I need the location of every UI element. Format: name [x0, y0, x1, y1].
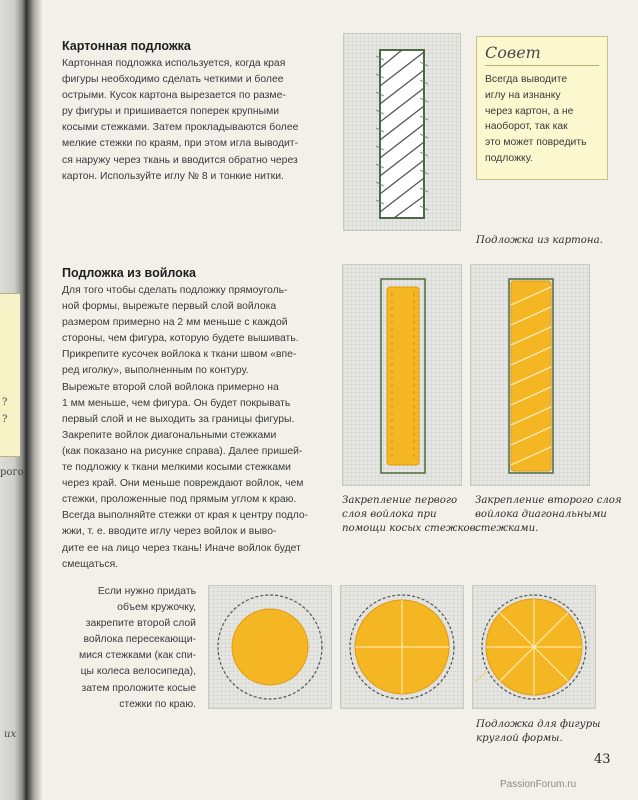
caption-line: Закрепление второго слоя — [475, 495, 622, 506]
text-line: мися стежками (как спи- — [78, 650, 196, 662]
photo-cardboard-backing — [343, 33, 461, 231]
left-fragment-bottom: их — [4, 729, 17, 740]
left-fragment-top: ? — [2, 397, 8, 408]
section-text-felt — [62, 283, 308, 573]
tip-divider — [485, 65, 599, 66]
text-line: 1 мм меньше, чем фигура. Он будет покрывать — [62, 397, 291, 409]
caption-line: слоя войлока при — [342, 509, 437, 520]
caption-line: круглой формы. — [476, 733, 563, 744]
tip-line: это может повредить — [485, 137, 587, 149]
text-line: дите ее на лицо через ткань! Иначе войлок будет — [62, 542, 301, 554]
photo-felt-second-layer — [470, 264, 590, 486]
text-line: ся наружу через ткань и вводится обратно через — [62, 154, 298, 166]
tip-line: иглу на изнанку — [485, 89, 561, 101]
text-line: ред иголку», выполненным по контуру. — [62, 365, 249, 377]
page-number: 43 — [594, 752, 611, 767]
caption-cardboard — [476, 234, 603, 248]
text-line: первый слой и не выходить за границы фигуры. — [62, 413, 295, 425]
left-fragment-middle: ? — [2, 414, 8, 425]
text-line: картон. Используйте иглу № 8 и тонкие нитки. — [62, 170, 284, 182]
text-line: затем проложите косые — [81, 682, 196, 694]
caption-round — [476, 718, 600, 746]
text-line: острыми. Кусок картона вырезается по разме- — [62, 90, 286, 102]
text-line: стежки, проложенные под прямым углом к краю. — [62, 494, 297, 506]
tip-title: Совет — [485, 43, 541, 62]
caption-line: помощи косых стежков. — [342, 523, 479, 534]
text-line: Картонная подложка используется, когда края — [62, 58, 286, 69]
caption-line: Подложка для фигуры — [476, 719, 601, 730]
photo-felt-first-layer — [342, 264, 462, 486]
text-line: (как показано на рисунке справа). Далее пришей- — [62, 445, 303, 457]
left-fragment-lower: рого — [0, 467, 24, 478]
text-line: закрепите второй слой — [85, 618, 196, 630]
text-line: ной формы, вырежьте первый слой войлока — [62, 301, 277, 313]
text-line: Закрепите войлок диагональными стежками — [62, 429, 277, 441]
text-line: фигуры необходимо сделать четкими и более — [62, 74, 284, 86]
left-page-tip-fragment — [0, 293, 20, 457]
text-line: стежки по краю. — [119, 698, 196, 710]
photo-round-first-layer — [208, 585, 332, 709]
section-heading-cardboard: Картонная подложка — [62, 39, 191, 53]
text-line: Прикрепите кусочек войлока к ткани швом «впе- — [62, 349, 297, 361]
text-line: через край. Они меньше повреждают войлок, чем — [62, 478, 304, 490]
text-line: смещаться. — [62, 558, 119, 570]
caption-line: Закрепление первого — [342, 495, 458, 506]
tip-line: Всегда выводите — [485, 74, 568, 85]
caption-line: Подложка из картона. — [476, 235, 603, 246]
tip-box — [476, 36, 608, 180]
section-text-round — [64, 584, 196, 713]
watermark: PassionForum.ru — [500, 779, 577, 790]
text-line: цы колеса велосипеда), — [80, 666, 196, 678]
photo-round-spokes — [340, 585, 464, 709]
text-line: Если нужно придать — [97, 586, 196, 597]
tip-line: наоборот, так как — [485, 121, 568, 133]
text-line: жжи, т. е. вводите иглу через войлок и выво- — [62, 526, 277, 538]
caption-line: стежками. — [475, 523, 539, 534]
caption-felt-second — [475, 494, 622, 536]
tip-line: подложку. — [485, 152, 533, 164]
text-line: размером примерно на 2 мм меньше с каждой — [62, 317, 288, 329]
caption-felt-first — [342, 494, 479, 536]
text-line: мелкие стежки по краям, при этом игла выводит- — [62, 138, 299, 150]
caption-line: войлока диагональными — [475, 509, 607, 520]
text-line: Вырежьте второй слой войлока примерно на — [62, 381, 279, 393]
text-line: косыми стежками. Затем прокладываются более — [62, 122, 299, 134]
text-line: Всегда выполняйте стежки от края к центру подло- — [62, 510, 309, 522]
text-line: стороны, чем фигура, которую будете вышивать. — [62, 333, 299, 345]
text-line: ру фигуры и пришивается поперек крупными — [62, 106, 280, 118]
text-line: объем кружочку, — [117, 602, 196, 614]
section-heading-felt: Подложка из войлока — [62, 266, 197, 280]
tip-line: через картон, а не — [485, 105, 574, 117]
photo-round-finished — [472, 585, 596, 709]
book-gutter — [26, 0, 42, 800]
text-line: Для того чтобы сделать подложку прямоуголь- — [62, 285, 288, 296]
tip-text — [485, 72, 587, 167]
section-text-cardboard — [62, 56, 298, 185]
text-line: те подложку к ткани мелкими косыми стежками — [62, 462, 291, 474]
text-line: войлока пересекающи- — [83, 634, 196, 646]
